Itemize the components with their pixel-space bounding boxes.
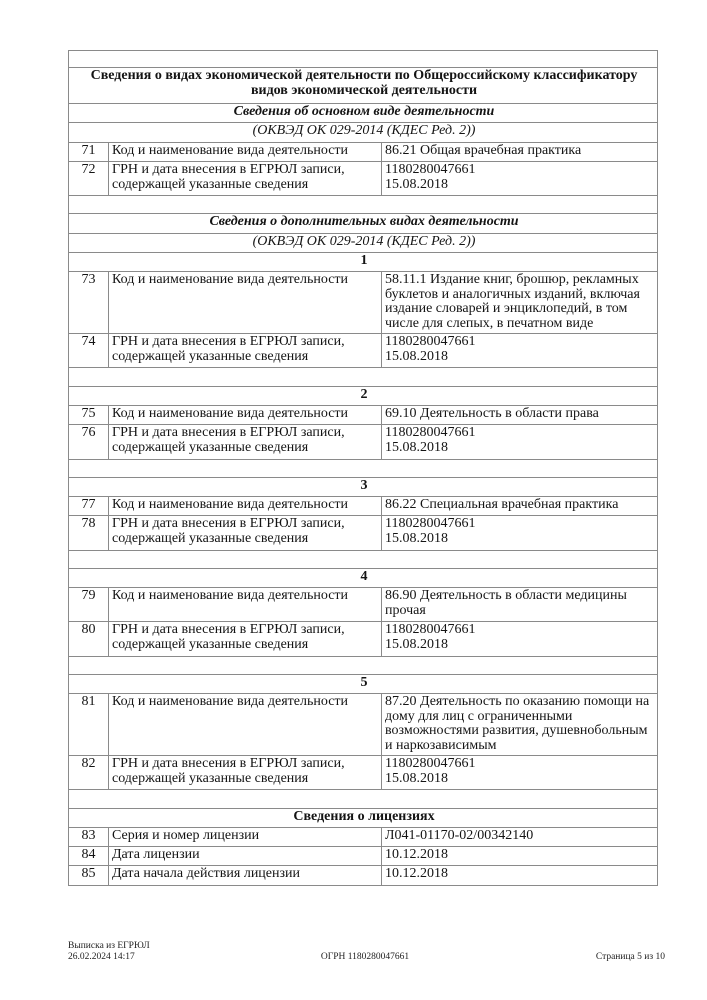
classifier-row xyxy=(69,123,658,143)
table-row xyxy=(69,334,658,368)
field-value xyxy=(382,334,658,368)
record-date: 15.08.2018 xyxy=(385,176,448,192)
row-number: 84 xyxy=(69,847,109,866)
spacer-row xyxy=(69,460,658,478)
item-index-row xyxy=(69,253,658,272)
subsection-title-row xyxy=(69,104,658,123)
field-label: Код и наименование вида деятельности xyxy=(109,497,382,516)
field-label: Код и наименование вида деятельности xyxy=(109,694,382,756)
field-value xyxy=(382,162,658,196)
field-label: ГРН и дата внесения в ЕГРЮЛ записи, содержащей указанные сведения xyxy=(109,425,382,460)
field-value xyxy=(382,516,658,551)
field-value: 86.90 Деятельность в области медицины прочая xyxy=(382,588,658,622)
row-number: 73 xyxy=(69,272,109,334)
table-row xyxy=(69,756,658,790)
item-index-row xyxy=(69,675,658,694)
field-label: ГРН и дата внесения в ЕГРЮЛ записи, содержащей указанные сведения xyxy=(109,756,382,790)
spacer-row xyxy=(69,368,658,387)
field-label: ГРН и дата внесения в ЕГРЮЛ записи, содержащей указанные сведения xyxy=(109,162,382,196)
record-date: 15.08.2018 xyxy=(385,439,448,455)
field-label: ГРН и дата внесения в ЕГРЮЛ записи, содержащей указанные сведения xyxy=(109,334,382,368)
field-value xyxy=(382,622,658,657)
section-heading: Сведения о видах экономической деятельности по Общероссийскому классификатору видов экономической деятельности xyxy=(69,68,658,104)
grn-value: 1180280047661 xyxy=(385,162,476,177)
item-index: 3 xyxy=(69,478,658,497)
footer-datetime: 26.02.2024 14:17 xyxy=(68,952,135,962)
record-date: 15.08.2018 xyxy=(385,770,448,786)
row-number: 71 xyxy=(69,143,109,162)
table-row xyxy=(69,847,658,866)
table-row xyxy=(69,162,658,196)
spacer-row xyxy=(69,790,658,809)
main-activity-title: Сведения об основном виде деятельности xyxy=(69,104,658,123)
footer-doc-name: Выписка из ЕГРЮЛ xyxy=(68,941,150,951)
grn-value: 1180280047661 xyxy=(385,425,476,440)
footer-page-number: Страница 5 из 10 xyxy=(595,952,665,962)
classifier-label: (ОКВЭД ОК 029-2014 (КДЕС Ред. 2)) xyxy=(69,123,658,143)
row-number: 81 xyxy=(69,694,109,756)
field-value: 10.12.2018 xyxy=(382,866,658,886)
table-row xyxy=(69,272,658,334)
subsection-title-row xyxy=(69,214,658,234)
table-row xyxy=(69,497,658,516)
field-value xyxy=(382,425,658,460)
field-value: 69.10 Деятельность в области права xyxy=(382,406,658,425)
table-row xyxy=(69,588,658,622)
row-number: 78 xyxy=(69,516,109,551)
table-row xyxy=(69,425,658,460)
row-number: 82 xyxy=(69,756,109,790)
field-value: 58.11.1 Издание книг, брошюр, рекламных буклетов и аналогичных изданий, включая издание словарей и энциклопедий, в том числе для слепых, в печатном виде xyxy=(382,272,658,334)
field-label: ГРН и дата внесения в ЕГРЮЛ записи, содержащей указанные сведения xyxy=(109,622,382,657)
field-value: 10.12.2018 xyxy=(382,847,658,866)
grn-value: 1180280047661 xyxy=(385,756,476,771)
grn-value: 1180280047661 xyxy=(385,516,476,531)
extra-activities-title: Сведения о дополнительных видах деятельности xyxy=(69,214,658,234)
field-value: 86.22 Специальная врачебная практика xyxy=(382,497,658,516)
spacer-row xyxy=(69,196,658,214)
field-value: 86.21 Общая врачебная практика xyxy=(382,143,658,162)
row-number: 72 xyxy=(69,162,109,196)
row-number: 75 xyxy=(69,406,109,425)
row-number: 74 xyxy=(69,334,109,368)
classifier-row xyxy=(69,234,658,253)
table-row xyxy=(69,866,658,886)
row-number: 85 xyxy=(69,866,109,886)
record-date: 15.08.2018 xyxy=(385,530,448,546)
field-value: Л041-01170-02/00342140 xyxy=(382,828,658,847)
footer-left xyxy=(68,941,150,963)
record-date: 15.08.2018 xyxy=(385,348,448,364)
footer-ogrn: ОГРН 1180280047661 xyxy=(320,952,410,962)
item-index: 4 xyxy=(69,569,658,588)
row-number: 76 xyxy=(69,425,109,460)
section-heading-row xyxy=(69,68,658,104)
item-index: 2 xyxy=(69,387,658,406)
table-row xyxy=(69,143,658,162)
spacer-row xyxy=(69,657,658,675)
table-row xyxy=(69,516,658,551)
row-number: 79 xyxy=(69,588,109,622)
field-value xyxy=(382,756,658,790)
table-row xyxy=(69,406,658,425)
field-label: Серия и номер лицензии xyxy=(109,828,382,847)
item-index-row xyxy=(69,478,658,497)
field-label: Код и наименование вида деятельности xyxy=(109,272,382,334)
row-number: 77 xyxy=(69,497,109,516)
row-number: 80 xyxy=(69,622,109,657)
grn-value: 1180280047661 xyxy=(385,622,476,637)
classifier-label: (ОКВЭД ОК 029-2014 (КДЕС Ред. 2)) xyxy=(69,234,658,253)
row-number: 83 xyxy=(69,828,109,847)
item-index-row xyxy=(69,569,658,588)
table-row xyxy=(69,694,658,756)
item-index: 1 xyxy=(69,253,658,272)
field-value: 87.20 Деятельность по оказанию помощи на дому для лиц с ограниченными возможностями развития, душевнобольным и наркозависимым xyxy=(382,694,658,756)
field-label: ГРН и дата внесения в ЕГРЮЛ записи, содержащей указанные сведения xyxy=(109,516,382,551)
field-label: Код и наименование вида деятельности xyxy=(109,588,382,622)
item-index: 5 xyxy=(69,675,658,694)
grn-value: 1180280047661 xyxy=(385,334,476,349)
item-index-row xyxy=(69,387,658,406)
record-date: 15.08.2018 xyxy=(385,636,448,652)
subsection-title-row xyxy=(69,809,658,828)
spacer-row xyxy=(69,551,658,569)
field-label: Дата начала действия лицензии xyxy=(109,866,382,886)
field-label: Код и наименование вида деятельности xyxy=(109,143,382,162)
activities-table xyxy=(68,50,658,886)
licenses-title: Сведения о лицензиях xyxy=(69,809,658,828)
spacer-row xyxy=(69,51,658,68)
field-label: Дата лицензии xyxy=(109,847,382,866)
table-row xyxy=(69,828,658,847)
table-row xyxy=(69,622,658,657)
field-label: Код и наименование вида деятельности xyxy=(109,406,382,425)
